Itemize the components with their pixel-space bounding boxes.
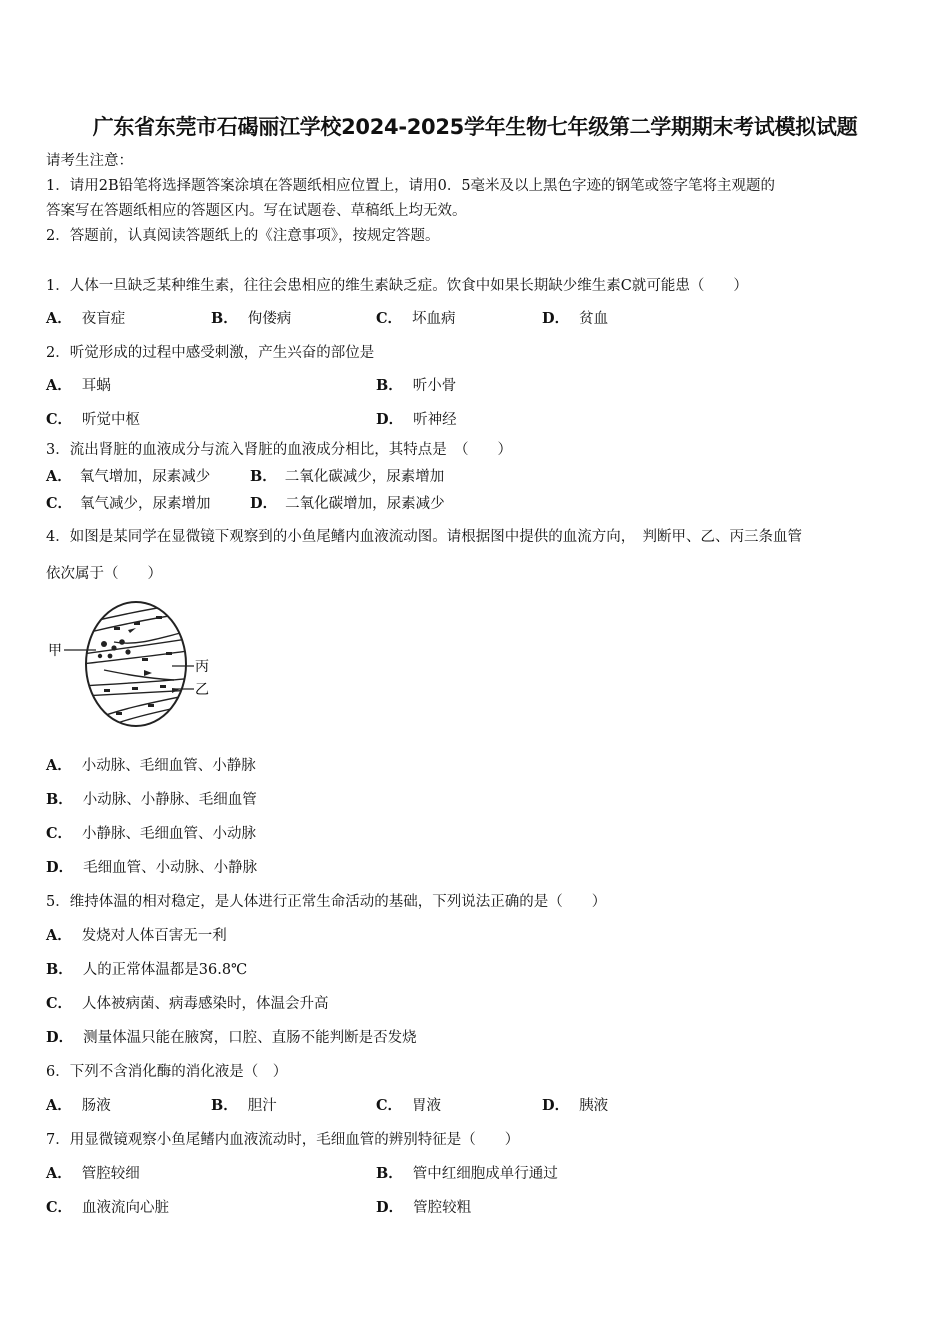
option-text: 胃液	[412, 1098, 442, 1114]
q7-option-d[interactable]	[376, 1198, 471, 1218]
option-label: A．	[46, 377, 72, 394]
question-3-stem: 3．流出肾脏的血液成分与流入肾脏的血液成分相比，其特点是 （ ）	[46, 442, 512, 458]
option-text: 管腔较细	[81, 1166, 140, 1182]
option-text: 毛细血管、小动脉、小静脉	[83, 860, 258, 876]
option-label: C．	[46, 495, 73, 512]
q1-option-b[interactable]	[211, 309, 291, 329]
option-label: B．	[46, 791, 73, 808]
label-bing: 丙	[195, 659, 209, 675]
notice-heading: 请考生注意：	[46, 153, 133, 169]
q6-option-c[interactable]	[376, 1096, 441, 1116]
q7-option-b[interactable]	[376, 1164, 558, 1184]
q7-option-a[interactable]	[46, 1164, 140, 1184]
q5-option-a[interactable]	[46, 926, 227, 946]
q2-option-c[interactable]	[46, 410, 140, 430]
option-text: 胰液	[579, 1098, 609, 1114]
option-text: 小动脉、毛细血管、小静脉	[81, 758, 256, 774]
option-text: 血液流向心脏	[82, 1200, 170, 1216]
option-label: D．	[542, 1097, 570, 1114]
q4-option-d[interactable]	[46, 858, 257, 878]
option-label: C．	[376, 310, 403, 327]
option-text: 人体被病菌、病毒感染时，体温会升高	[82, 996, 329, 1012]
option-text: 佝偻病	[247, 311, 292, 327]
option-label: C．	[376, 1097, 403, 1114]
option-text: 听神经	[413, 412, 457, 428]
option-text: 氧气增加，尿素减少	[79, 469, 211, 485]
q1-option-a[interactable]	[46, 309, 125, 329]
q2-option-d[interactable]	[376, 410, 457, 430]
option-label: B．	[376, 1165, 403, 1182]
q3-option-d[interactable]	[250, 494, 445, 514]
q3-option-c[interactable]	[46, 494, 211, 514]
q3-option-b[interactable]	[250, 467, 444, 487]
option-label: D．	[376, 1199, 404, 1216]
option-text: 贫血	[579, 311, 609, 327]
option-label: A．	[46, 1097, 72, 1114]
option-text: 坏血病	[412, 311, 456, 327]
option-text: 管中红细胞成单行通过	[412, 1166, 558, 1182]
label-yi: 乙	[195, 682, 209, 698]
option-text: 管腔较粗	[413, 1200, 472, 1216]
option-label: D．	[542, 310, 570, 327]
question-4-stem: 4．如图是某同学在显微镜下观察到的小鱼尾鳍内血液流动图。请根据图中提供的血流方向， 判断甲、乙、丙三条血管	[46, 529, 802, 545]
q7-option-c[interactable]	[46, 1198, 169, 1218]
q6-option-a[interactable]	[46, 1096, 111, 1116]
option-label: A．	[46, 927, 72, 944]
q3-option-a[interactable]	[46, 467, 210, 487]
option-label: A．	[46, 757, 72, 774]
question-2-stem: 2．听觉形成的过程中感受刺激，产生兴奋的部位是	[46, 345, 375, 361]
q4-option-a[interactable]	[46, 756, 256, 776]
blood-flow-figure	[44, 594, 216, 734]
option-label: D．	[46, 1029, 74, 1046]
option-text: 小静脉、毛细血管、小动脉	[82, 826, 257, 842]
option-text: 二氧化碳增加，尿素减少	[285, 496, 445, 512]
label-jia: 甲	[48, 643, 62, 659]
q1-option-d[interactable]	[542, 309, 608, 329]
option-label: B．	[211, 310, 238, 327]
page-title: 广东省东莞市石碣丽江学校2024-2025学年生物七年级第二学期期末考试模拟试题	[92, 115, 858, 139]
option-label: C．	[46, 995, 73, 1012]
option-label: B．	[46, 961, 73, 978]
q2-option-a[interactable]	[46, 376, 111, 396]
option-text: 人的正常体温都是36.8℃	[82, 962, 248, 978]
notice-line-2: 2．答题前，认真阅读答题纸上的《注意事项》，按规定答题。	[46, 228, 440, 244]
option-text: 二氧化碳减少，尿素增加	[284, 469, 445, 485]
option-text: 胆汁	[247, 1098, 277, 1114]
option-text: 氧气减少，尿素增加	[80, 496, 211, 512]
question-4-stem-cont: 依次属于（ ）	[46, 566, 162, 582]
q2-option-b[interactable]	[376, 376, 456, 396]
option-label: A．	[46, 310, 72, 327]
question-6-stem: 6．下列不含消化酶的消化液是（ ）	[46, 1064, 288, 1080]
question-7-stem: 7．用显微镜观察小鱼尾鳍内血液流动时，毛细血管的辨别特征是（ ）	[46, 1132, 520, 1148]
q4-option-b[interactable]	[46, 790, 257, 810]
option-text: 肠液	[81, 1098, 111, 1114]
option-label: B．	[211, 1097, 238, 1114]
option-label: B．	[250, 468, 277, 485]
q5-option-b[interactable]	[46, 960, 247, 980]
q5-option-c[interactable]	[46, 994, 329, 1014]
q5-option-d[interactable]	[46, 1028, 417, 1048]
q4-option-c[interactable]	[46, 824, 256, 844]
option-text: 听觉中枢	[82, 412, 141, 428]
option-label: D．	[250, 495, 278, 512]
question-1-stem: 1．人体一旦缺乏某种维生素，往往会患相应的维生素缺乏症。饮食中如果长期缺少维生素C就可能患（ ）	[46, 278, 748, 294]
option-text: 测量体温只能在腋窝，口腔、直肠不能判断是否发烧	[83, 1030, 417, 1046]
q6-option-b[interactable]	[211, 1096, 277, 1116]
option-label: B．	[376, 377, 403, 394]
question-5-stem: 5．维持体温的相对稳定，是人体进行正常生命活动的基础，下列说法正确的是（ ）	[46, 894, 607, 910]
option-text: 耳蜗	[81, 378, 111, 394]
option-text: 夜盲症	[81, 311, 126, 327]
option-label: C．	[46, 411, 73, 428]
option-label: D．	[376, 411, 404, 428]
option-text: 小动脉、小静脉、毛细血管	[82, 792, 257, 808]
notice-line-1b: 答案写在答题纸相应的答题区内。写在试题卷、草稿纸上均无效。	[46, 203, 467, 219]
option-text: 听小骨	[412, 378, 457, 394]
option-label: A．	[46, 1165, 72, 1182]
q6-option-d[interactable]	[542, 1096, 608, 1116]
notice-line-1: 1．请用2B铅笔将选择题答案涂填在答题纸相应位置上，请用0．5毫米及以上黑色字迹的钢笔或签字笔将主观题的	[46, 178, 776, 194]
option-label: A．	[46, 468, 72, 485]
option-text: 发烧对人体百害无一利	[81, 928, 227, 944]
option-label: C．	[46, 825, 73, 842]
option-label: C．	[46, 1199, 73, 1216]
option-label: D．	[46, 859, 74, 876]
q1-option-c[interactable]	[376, 309, 456, 329]
